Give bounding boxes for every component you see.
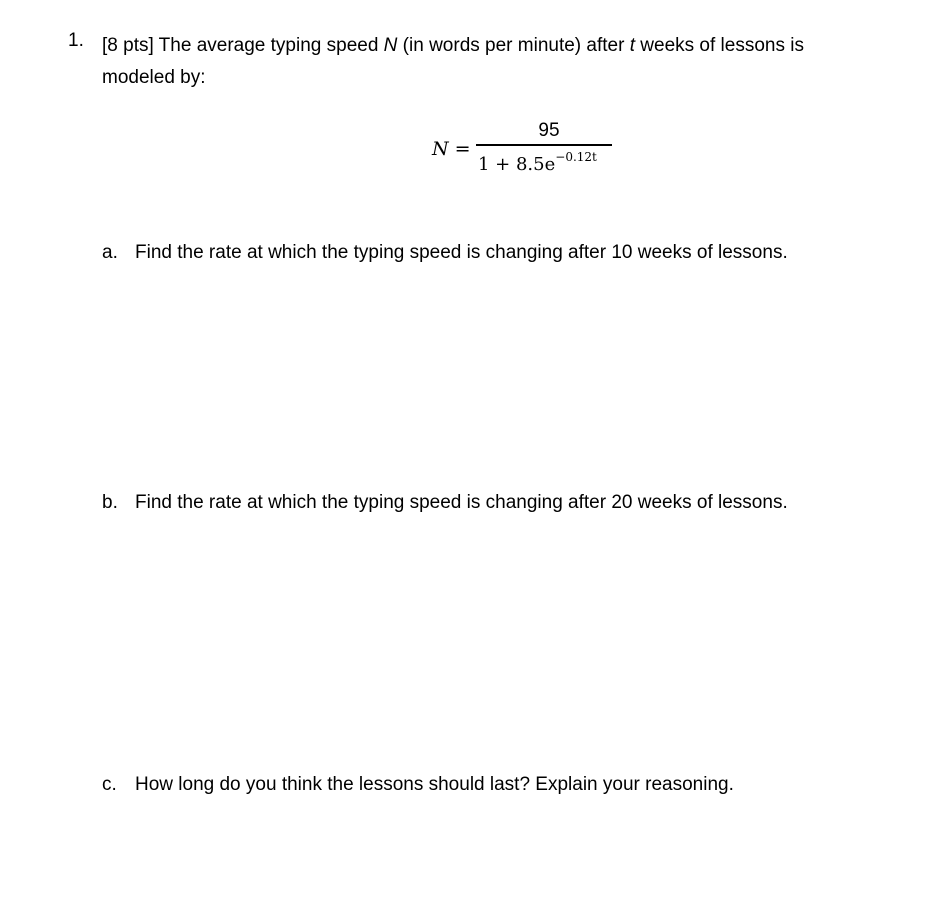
variable-n: N	[383, 35, 398, 56]
variable-t: t	[629, 35, 635, 56]
denominator-base: 1 + 8.5e	[478, 153, 556, 175]
question-points: [8 pts]	[102, 35, 154, 56]
equation-lhs-variable: N	[432, 138, 449, 160]
equation-lhs	[432, 138, 471, 160]
part-a-label: a.	[102, 242, 118, 263]
question-text	[102, 30, 882, 94]
part-c-text: How long do you think the lessons should last? Explain your reasoning.	[135, 774, 734, 795]
part-a-text: Find the rate at which the typing speed is changing after 10 weeks of lessons.	[135, 242, 788, 263]
part-b-label: b.	[102, 492, 118, 513]
part-b	[102, 492, 788, 514]
part-c	[102, 774, 734, 796]
fraction-denominator	[476, 146, 612, 178]
fraction-numerator: 95	[538, 120, 560, 141]
question-number: 1.	[68, 30, 84, 51]
part-b-text: Find the rate at which the typing speed is changing after 20 weeks of lessons.	[135, 492, 788, 513]
part-c-label: c.	[102, 774, 117, 795]
denominator-exponent: −0.12t	[555, 149, 597, 164]
fraction	[476, 118, 612, 178]
question-intro-part2: (in words per minute) after	[397, 35, 630, 56]
question-intro-part1: The average typing speed	[153, 35, 384, 56]
equals-sign: =	[448, 138, 471, 160]
equation	[432, 118, 632, 178]
question-intro-part3: weeks of lessons is modeled by:	[102, 35, 804, 88]
part-a	[102, 242, 788, 264]
